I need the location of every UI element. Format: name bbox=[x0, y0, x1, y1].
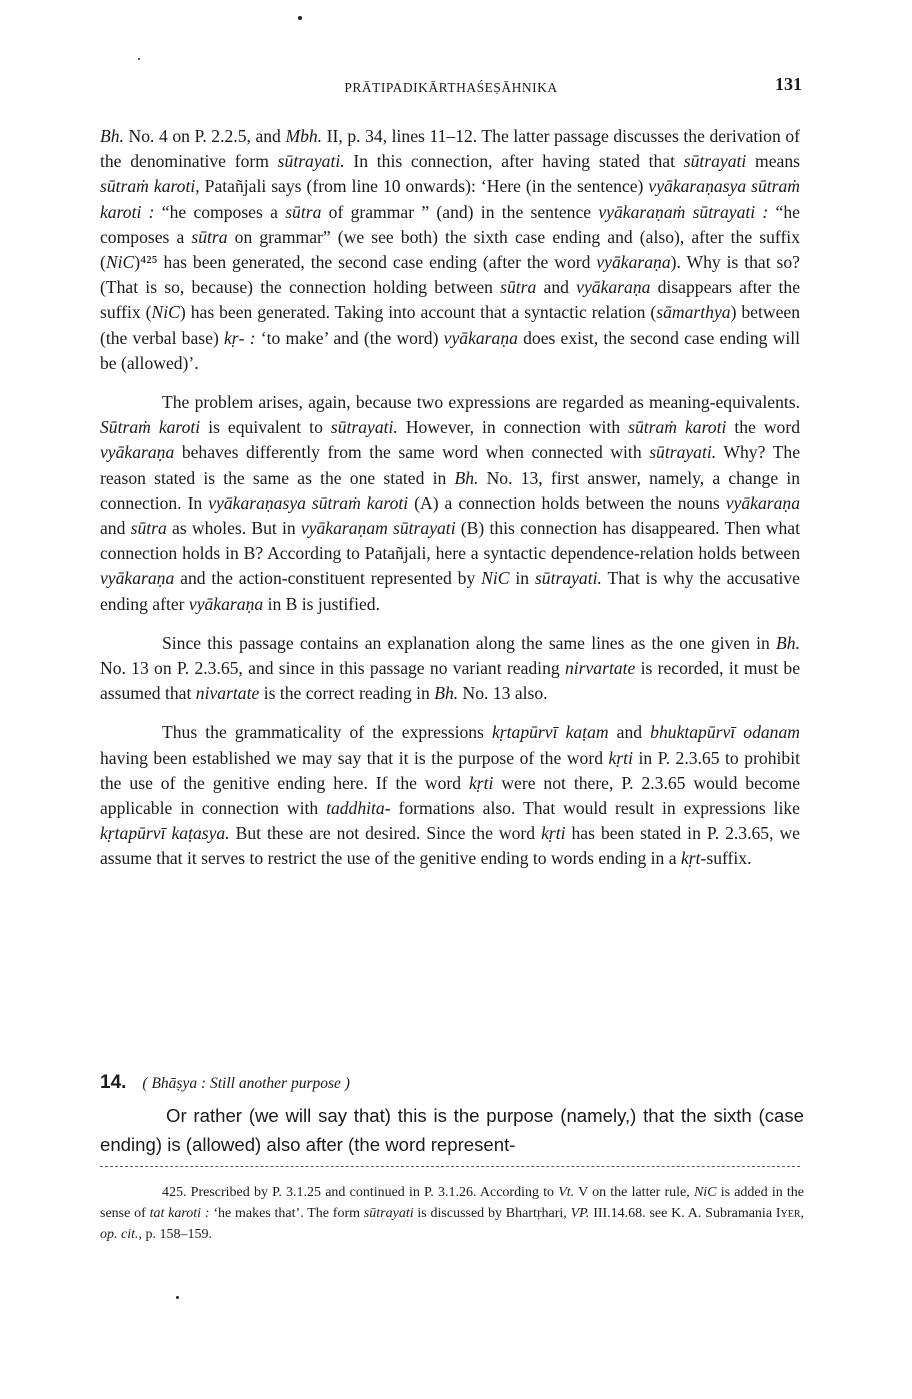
footnote-425: 425. Prescribed by P. 3.1.25 and continued in P. 3.1.26. According to Vt. V on the latter rule, NiC is added in the sense of tat karoti : ‘he makes that’. The form sūtrayati is discussed by Bhartṛhari, VP. III.14.68. see K. A. Subramania Iyer, op. cit., p. 158–159. bbox=[100, 1185, 805, 1242]
footnote bbox=[100, 1182, 804, 1245]
page-number: 131 bbox=[775, 74, 802, 94]
paragraph-2: The problem arises, again, because two expressions are regarded as meaning-equivalents. Sūtraṁ karoti is equivalent to sūtrayati. However, in connection with sūtraṁ karoti the word vyākaraṇa behaves differently from the same word when connected with sūtrayati. Why? The reason stated is the same as the one stated in Bh. No. 13, first answer, namely, a change in connection. In vyākaraṇasya sūtraṁ karoti (A) a connection holds between the nouns vyākaraṇa and sūtra as wholes. But in vyākaraṇam sūtrayati (B) this connection has disappeared. Then what connection holds in B? According to Patañjali, here a syntactic dependence-relation holds between vyākaraṇa and the action-constituent represented by NiC in sūtrayati. That is why the accusative ending after vyākaraṇa in B is justified. bbox=[100, 392, 801, 614]
section-heading bbox=[100, 1072, 800, 1094]
scan-speck bbox=[298, 16, 302, 20]
section-number: 14. bbox=[100, 1072, 127, 1093]
section-title: ( Bhāṣya : Still another purpose ) bbox=[142, 1075, 350, 1092]
scan-speck bbox=[176, 1296, 179, 1299]
running-title: PRĀTIPADIKĀRTHAŚEṢĀHNIKA bbox=[344, 80, 558, 95]
scan-speck bbox=[138, 58, 140, 60]
section-paragraph: Or rather (we will say that) this is the purpose (namely,) that the sixth (case ending) is (allowed) also after (the word represent- bbox=[100, 1105, 804, 1155]
paragraph-4: Thus the grammaticality of the expressions kṛtapūrvī kaṭam and bhuktapūrvī odanam having been established we may say that it is the purpose of the word kṛti in P. 2.3.65 to prohibit the use of the genitive ending here. If the word kṛti were not there, P. 2.3.65 would become applicable in connection with taddhita- formations also. That would result in expressions like kṛtapūrvī kaṭasya. But these are not desired. Since the word kṛti has been stated in P. 2.3.65, we assume that it serves to restrict the use of the genitive ending to words ending in a kṛt-suffix. bbox=[100, 722, 800, 869]
main-text bbox=[100, 124, 800, 872]
section-text bbox=[100, 1101, 804, 1159]
paragraph-3: Since this passage contains an explanation along the same lines as the one given in Bh. No. 13 on P. 2.3.65, and since in this passage no variant reading nirvartate is recorded, it must be assumed that nivartate is the correct reading in Bh. No. 13 also. bbox=[100, 632, 801, 704]
paragraph-1: Bh. No. 4 on P. 2.2.5, and Mbh. II, p. 34, lines 11–12. The latter passage discusses the derivation of the denominative form sūtrayati. In this connection, after having stated that sūtrayati means sūtraṁ karoti, Patañjali says (from line 10 onwards): ‘Here (in the sentence) vyākaraṇasya sūtraṁ karoti : “he composes a sūtra of grammar ” (and) in the sentence vyākaraṇaṁ sūtrayati : “he composes a sūtra on grammar” (we see both) the sixth case ending and (also), after the suffix (NiC)⁴²⁵ has been generated, the second case ending (after the word vyākaraṇa). Why is that so? (That is so, because) the connection holding between sūtra and vyākaraṇa disappears after the suffix (NiC) has been generated. Taking into account that a syntactic relation (sāmarthya) between (the verbal base) kṛ- : ‘to make’ and (the word) vyākaraṇa does exist, the second case ending will be (allowed)’. bbox=[100, 126, 801, 373]
page-header bbox=[100, 72, 802, 102]
footnote-divider bbox=[100, 1166, 800, 1167]
